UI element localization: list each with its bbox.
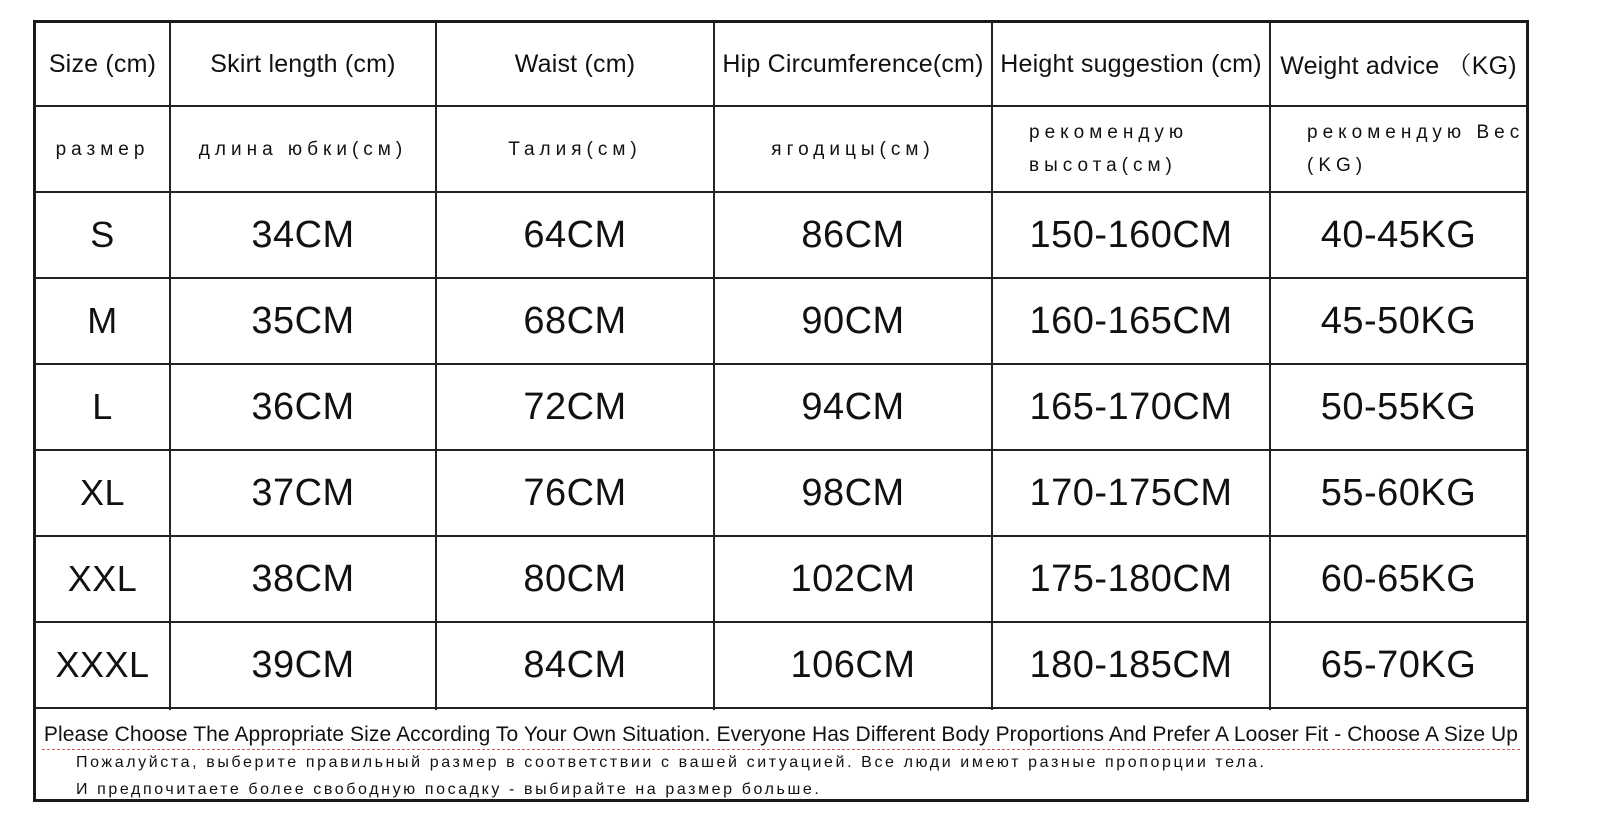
cell-waist: 72CM [523, 385, 627, 428]
header-hip: Hip Circumference(cm) [722, 49, 984, 78]
cell-skirt-length: 37CM [251, 471, 355, 514]
cell-waist: 84CM [523, 643, 627, 686]
header-size: Size (cm) [48, 49, 157, 78]
cell-size: M [87, 300, 118, 341]
cell-skirt-length: 34CM [251, 213, 355, 256]
cell-hip: 102CM [790, 557, 916, 600]
cell-height: 175-180CM [1029, 557, 1233, 600]
cell-height: 170-175CM [1029, 471, 1233, 514]
header-skirt-length-ru: длина юбки(см) [198, 138, 408, 160]
cell-skirt-length: 38CM [251, 557, 355, 600]
cell-weight: 60-65KG [1320, 557, 1477, 600]
cell-skirt-length: 36CM [251, 385, 355, 428]
header-height-ru: рекомендую высота(см) [1029, 122, 1189, 176]
cell-weight: 65-70KG [1320, 643, 1477, 686]
header-height: Height suggestion (cm) [1000, 49, 1262, 78]
cell-size: XL [79, 472, 126, 513]
note-english: Please Choose The Appropriate Size According To Your Own Situation. Everyone Has Different Body Proportions And Prefer A Looser Fit - Choose A Size Up [43, 723, 1519, 746]
cell-hip: 106CM [790, 643, 916, 686]
cell-waist: 68CM [523, 299, 627, 342]
note-russian-line-2: И предпочитаете более свободную посадку - выбирайте на размер больше. [76, 781, 822, 798]
cell-height: 150-160CM [1029, 213, 1233, 256]
header-weight: Weight advice （KG) [1280, 52, 1517, 80]
header-weight-ru: рекомендую Вес (KG) [1307, 122, 1525, 176]
cell-weight: 50-55KG [1320, 385, 1477, 428]
cell-size: XXL [67, 558, 138, 599]
dashed-divider [42, 749, 1520, 750]
cell-size: S [90, 214, 115, 255]
cell-waist: 64CM [523, 213, 627, 256]
header-waist-ru: Талия(см) [508, 138, 642, 160]
cell-size: XXXL [55, 644, 150, 685]
cell-height: 160-165CM [1029, 299, 1233, 342]
cell-hip: 86CM [801, 213, 905, 256]
cell-waist: 76CM [523, 471, 627, 514]
cell-hip: 98CM [801, 471, 905, 514]
header-hip-ru: ягодицы(см) [771, 138, 935, 160]
cell-hip: 90CM [801, 299, 905, 342]
cell-weight: 55-60KG [1320, 471, 1477, 514]
note-russian-line-1: Пожалуйста, выберите правильный размер в соответствии с вашей ситуацией. Все люди имеют разные пропорции тела. [76, 754, 1267, 771]
header-skirt-length: Skirt length (cm) [210, 49, 396, 78]
row-divider [36, 707, 1526, 709]
cell-height: 180-185CM [1029, 643, 1233, 686]
header-size-ru: размер [55, 138, 150, 160]
cell-waist: 80CM [523, 557, 627, 600]
size-chart [33, 20, 1529, 802]
cell-skirt-length: 35CM [251, 299, 355, 342]
cell-height: 165-170CM [1029, 385, 1233, 428]
cell-skirt-length: 39CM [251, 643, 355, 686]
header-waist: Waist (cm) [514, 49, 636, 78]
cell-size: L [92, 386, 113, 427]
cell-hip: 94CM [801, 385, 905, 428]
cell-weight: 40-45KG [1320, 213, 1477, 256]
cell-weight: 45-50KG [1320, 299, 1477, 342]
